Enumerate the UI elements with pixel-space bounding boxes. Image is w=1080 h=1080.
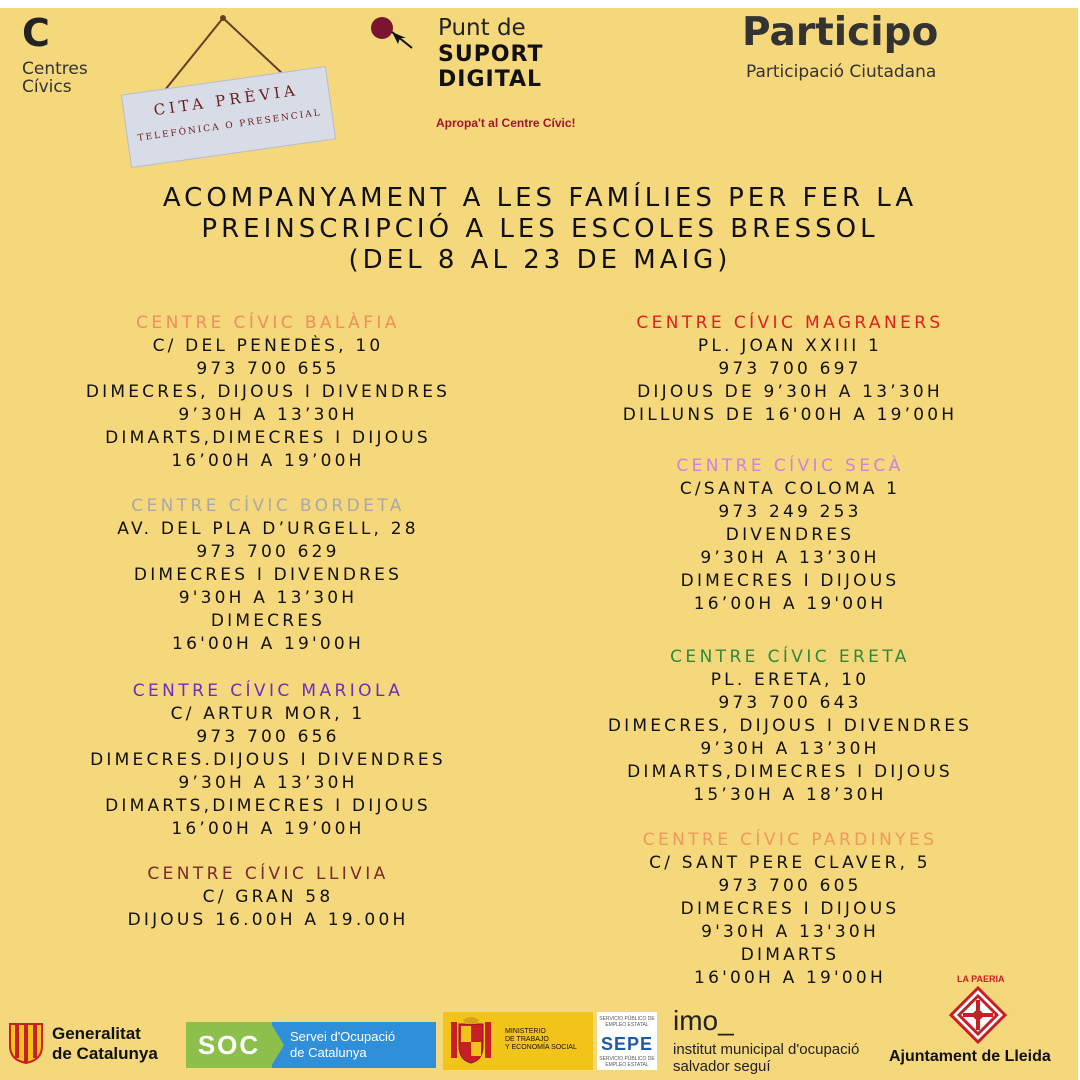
centre-name: CENTRE CÍVIC BALÀFIA: [136, 313, 400, 333]
centre-name: CENTRE CÍVIC SECÀ: [676, 456, 904, 476]
centre-phone: 973 700 655: [196, 359, 340, 379]
centre-phone: 973 700 697: [718, 359, 862, 379]
centre-days: DIJOUS DE 9’30H A 13’30H: [637, 382, 943, 402]
title-line3: (DEL 8 AL 23 DE MAIG): [348, 245, 732, 275]
centre-hours: 16’00H A 19’00H: [171, 819, 365, 839]
psd-line3: DIGITAL: [438, 67, 543, 92]
ministerio-line2: DE TRABAJO: [505, 1036, 549, 1043]
soc-word: SOC: [186, 1022, 272, 1068]
centre-hours: 15’30H A 18’30H: [693, 785, 887, 805]
senyera-icon: [8, 1022, 44, 1064]
sepe-bottom-text: SERVICIO PÚBLICO DE EMPLEO ESTATAL: [599, 1056, 655, 1068]
centre-address: C/ GRAN 58: [202, 887, 334, 907]
sepe-top-text: SERVICIO PÚBLICO DE EMPLEO ESTATAL: [599, 1016, 655, 1028]
sign-line1: CITA PRÈVIA: [152, 81, 300, 120]
soc-line2: de Catalunya: [290, 1045, 367, 1060]
spain-coat-of-arms-icon: [449, 1016, 493, 1066]
centre-hours: 16'00H A 19'00H: [694, 968, 886, 988]
generalitat-text: [52, 1024, 158, 1064]
top-border: [0, 0, 1080, 8]
centre-hours: 16’00H A 19'00H: [693, 594, 887, 614]
generalitat-line2: de Catalunya: [52, 1044, 158, 1063]
centre-mariola: [18, 680, 518, 841]
punt-suport-digital-logo: [368, 14, 668, 134]
centre-llivia: [18, 863, 518, 932]
centre-address: C/ ARTUR MOR, 1: [170, 704, 366, 724]
centre-hours: 16'00H A 19'00H: [172, 634, 364, 654]
centre-name: CENTRE CÍVIC BORDETA: [131, 496, 405, 516]
imo-logo: [673, 1005, 883, 1075]
centre-phone: 973 700 629: [196, 542, 340, 562]
imo-line1: institut municipal d'ocupació: [673, 1041, 860, 1058]
paeria-top-text: LA PAERIA: [957, 974, 1005, 984]
centre-hours: 9'30H A 13'30H: [701, 922, 879, 942]
centre-hours: 16’00H A 19’00H: [171, 451, 365, 471]
centre-address: PL. ERETA, 10: [710, 670, 870, 690]
centre-hours: 9’30H A 13’30H: [178, 773, 358, 793]
psd-text: [438, 14, 544, 92]
soc-arrow-icon: [270, 1022, 290, 1068]
centre-days: DIMECRES I DIJOUS: [680, 899, 900, 919]
centre-ereta: [540, 646, 1040, 807]
centre-days: DIMECRES I DIVENDRES: [133, 565, 403, 585]
ministerio-text: [505, 1028, 577, 1052]
centres-civics-line2: Cívics: [22, 77, 72, 97]
centre-balafia: [18, 312, 518, 473]
centre-phone: 973 700 643: [718, 693, 862, 713]
participo-logo: [742, 10, 1072, 82]
centre-name: CENTRE CÍVIC MAGRANERS: [636, 313, 944, 333]
centre-hours: 9’30H A 13’30H: [178, 405, 358, 425]
cursor-dot-icon: [368, 14, 428, 59]
imo-line2: salvador seguí: [673, 1058, 771, 1075]
centre-days: DIMECRES.DIJOUS I DIVENDRES: [90, 750, 446, 770]
centre-address: PL. JOAN XXIII 1: [697, 336, 883, 356]
cita-previa-sign: [115, 10, 345, 160]
imo-word: imo_: [673, 1005, 734, 1036]
ministerio-logo: [443, 1012, 593, 1070]
centre-pardinyes: [540, 829, 1040, 990]
ministerio-line1: MINISTERIO: [505, 1028, 546, 1035]
centre-days: DIMARTS,DIMECRES I DIJOUS: [105, 428, 431, 448]
right-column: [540, 312, 1040, 990]
centre-magraners: [540, 312, 1040, 427]
left-column: [18, 312, 518, 932]
sepe-word: SEPE: [600, 1034, 654, 1054]
centre-days: DIMARTS: [740, 945, 840, 965]
title-line2: PREINSCRIPCIÓ A LES ESCOLES BRESSOL: [201, 214, 879, 244]
centre-phone: 973 700 656: [196, 727, 340, 747]
soc-logo: [186, 1022, 436, 1068]
participo-subtitle: Participació Ciutadana: [746, 62, 937, 82]
psd-line1: Punt de: [438, 15, 526, 41]
imo-text: [673, 1041, 859, 1075]
lleida-emblem-icon: [949, 986, 1007, 1044]
centre-days: DIMARTS,DIMECRES I DIJOUS: [627, 762, 953, 782]
psd-line2: SUPORT: [438, 42, 544, 67]
sepe-logo: [597, 1012, 657, 1070]
centre-phone: 973 249 253: [718, 502, 862, 522]
centre-address: C/ DEL PENEDÈS, 10: [152, 336, 384, 356]
centre-name: CENTRE CÍVIC LLIVIA: [147, 864, 389, 884]
generalitat-logo: [8, 1022, 186, 1067]
centre-hours: 9’30H A 13’30H: [700, 739, 880, 759]
generalitat-line1: Generalitat: [52, 1024, 141, 1043]
centres-civics-line1: Centres: [22, 59, 88, 79]
centre-name: CENTRE CÍVIC MARIOLA: [132, 681, 404, 701]
ministerio-line3: Y ECONOMÍA SOCIAL: [505, 1044, 577, 1051]
page-title: [20, 183, 1060, 276]
centre-days: DIJOUS 16.00H A 19.00H: [127, 910, 409, 930]
centre-bordeta: [18, 495, 518, 656]
centre-days: DIVENDRES: [725, 525, 855, 545]
title-line1: ACOMPANYAMENT A LES FAMÍLIES PER FER LA: [162, 183, 918, 213]
psd-tagline: Apropa't al Centre Cívic!: [436, 116, 576, 130]
paeria-name: Ajuntament de Lleida: [889, 1048, 1051, 1065]
centre-address: C/ SANT PERE CLAVER, 5: [649, 853, 931, 873]
centre-address: C/SANTA COLOMA 1: [679, 479, 901, 499]
participo-title: Participo: [742, 10, 939, 55]
centre-name: CENTRE CÍVIC ERETA: [670, 647, 910, 667]
soc-line1: Servei d'Ocupació: [290, 1029, 396, 1044]
centre-phone: 973 700 605: [718, 876, 862, 896]
centre-days: DILLUNS DE 16'00H A 19’00H: [622, 405, 958, 425]
paeria-logo: [885, 974, 1080, 1074]
centre-days: DIMECRES, DIJOUS I DIVENDRES: [607, 716, 973, 736]
centre-address: AV. DEL PLA D’URGELL, 28: [117, 519, 419, 539]
centre-hours: 9'30H A 13’30H: [178, 588, 358, 608]
centre-days: DIMECRES, DIJOUS I DIVENDRES: [85, 382, 451, 402]
centre-days: DIMECRES I DIJOUS: [680, 571, 900, 591]
centres-civics-mark: C: [22, 11, 50, 55]
centre-name: CENTRE CÍVIC PARDINYES: [642, 830, 938, 850]
sign-line2: TELEFÒNICA O PRESENCIAL: [137, 108, 323, 144]
soc-text: [290, 1029, 395, 1061]
centre-days: DIMARTS,DIMECRES I DIJOUS: [105, 796, 431, 816]
centre-days: DIMECRES: [210, 611, 326, 631]
centre-seca: [540, 455, 1040, 616]
centre-hours: 9’30H A 13’30H: [700, 548, 880, 568]
